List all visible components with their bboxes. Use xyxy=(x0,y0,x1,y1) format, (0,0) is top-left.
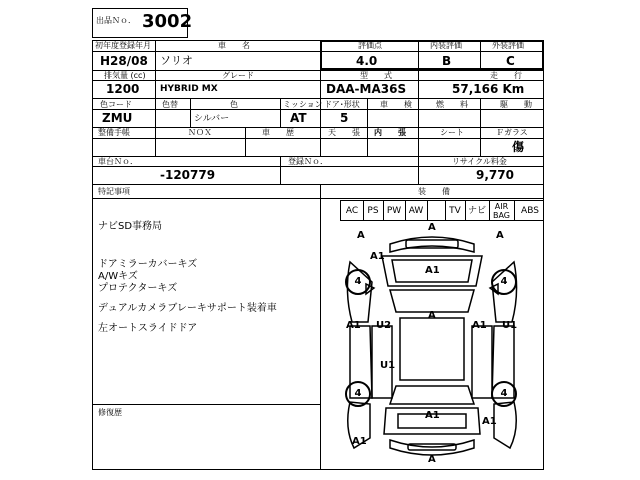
damage-wheel-rear-right: 4 xyxy=(491,381,517,407)
color-code-value: ZMU xyxy=(102,111,133,125)
damage-front-left: A xyxy=(357,230,365,241)
mileage-value: 57,166 Km xyxy=(452,82,525,96)
front-glass-label: Ｆガラス xyxy=(496,128,528,137)
chassis-number-value: -120779 xyxy=(160,168,216,182)
score-label: 評価点 xyxy=(358,41,382,50)
model-label: 型 式 xyxy=(360,71,392,80)
damage-wheel-front-left: 4 xyxy=(345,269,371,295)
chassis-number-label: 車台Ｎｏ． xyxy=(98,157,138,166)
first-registration-label: 初年度登録年月 xyxy=(95,41,151,50)
color-label: 色 xyxy=(230,100,238,109)
doors-label: ドア･形状 xyxy=(324,100,360,109)
fuel-label: 燃 料 xyxy=(436,100,468,109)
car-name-label: 車 名 xyxy=(218,41,250,50)
front-glass-value: 傷 xyxy=(512,140,525,154)
seat-label: シート xyxy=(440,128,464,137)
repair-history-label: 修復歴 xyxy=(98,408,122,417)
damage-bumper-left: A1 xyxy=(352,436,367,447)
maintenance-book-label: 整備手帳 xyxy=(98,128,130,137)
listing-number-label: 出品Ｎｏ． xyxy=(96,16,136,25)
inspection-label: 車 検 xyxy=(380,100,412,109)
displacement-value: 1200 xyxy=(106,82,140,96)
nox-label: ＮＯＸ xyxy=(188,128,212,137)
mileage-label: 走 行 xyxy=(490,71,522,80)
exterior-rating-label: 外装評価 xyxy=(492,41,524,50)
note-line: ドアミラーカバーキズ xyxy=(98,259,198,270)
color-change-label: 色替 xyxy=(162,100,178,109)
recycle-fee-value: 9,770 xyxy=(476,168,514,182)
equipment-row xyxy=(340,200,544,221)
score-value: 4.0 xyxy=(356,54,378,68)
exterior-rating-value: C xyxy=(506,54,515,68)
damage-front-top: A xyxy=(428,222,436,233)
recycle-fee-label: リサイクル料金 xyxy=(452,157,507,166)
damage-rear-right: A1 xyxy=(482,416,497,427)
damage-right-slide-door: U1 xyxy=(502,320,518,331)
note-line: プロテクターキズ xyxy=(98,283,178,294)
grade-value: HYBRID MX xyxy=(160,84,218,94)
note-line: 左オートスライドドア xyxy=(98,323,198,334)
note-line: A/Wキズ xyxy=(98,271,138,282)
color-code-label: 色コード xyxy=(100,100,132,109)
damage-left-rear: U1 xyxy=(380,360,396,371)
damage-hood-left: A1 xyxy=(370,251,385,262)
car-body-diagram xyxy=(320,222,544,470)
damage-left-front-door: A1 xyxy=(346,320,361,331)
damage-tailgate: A1 xyxy=(425,410,440,421)
doors-value: 5 xyxy=(340,111,349,125)
displacement-label: 排気量 (cc) xyxy=(104,71,146,80)
drive-label: 駆 動 xyxy=(500,100,532,109)
headliner-label: 天 張 xyxy=(328,128,360,137)
equipment-ps: PS xyxy=(363,201,384,221)
interior-rating-label: 内装評価 xyxy=(430,41,462,50)
car-name-value: ソリオ xyxy=(160,54,193,67)
damage-front-right: A xyxy=(496,230,504,241)
equipment-label: 装 備 xyxy=(418,187,450,196)
interior-trim-label: 内 張 xyxy=(374,128,406,137)
interior-rating-value: B xyxy=(442,54,452,68)
equipment-navi: ナビ xyxy=(465,201,490,221)
listing-number: 3002 xyxy=(142,11,193,32)
equipment-tv: TV xyxy=(445,201,466,221)
vehicle-history-label: 車 歴 xyxy=(262,128,294,137)
equipment-blank xyxy=(427,201,446,221)
equipment-aw: AW xyxy=(405,201,428,221)
damage-hood: A1 xyxy=(425,265,440,276)
damage-wheel-front-right: 4 xyxy=(491,269,517,295)
grade-label: グレード xyxy=(222,71,254,80)
color-value: シルバー xyxy=(194,114,230,124)
model-value: DAA-MA36S xyxy=(326,82,407,96)
note-line: ナビSD事務局 xyxy=(98,221,163,232)
first-registration-value: H28/08 xyxy=(100,54,148,68)
equipment-ac: AC xyxy=(341,201,364,221)
equipment-abs: ABS xyxy=(521,206,539,216)
damage-center: A xyxy=(428,310,436,321)
mission-value: AT xyxy=(290,111,307,125)
damage-left-slide-door: U2 xyxy=(376,320,392,331)
notes-label: 特記事項 xyxy=(98,187,130,196)
damage-rear-bottom: A xyxy=(428,454,436,465)
equipment-airbag: AIR BAG xyxy=(489,201,515,221)
mission-label: ミッション xyxy=(283,100,323,109)
damage-right-front-door: A1 xyxy=(472,320,487,331)
note-line: デュアルカメラブレーキサポート装着車 xyxy=(98,303,277,314)
damage-wheel-rear-left: 4 xyxy=(345,381,371,407)
equipment-pw: PW xyxy=(383,201,406,221)
registration-number-label: 登録Ｎｏ． xyxy=(288,157,328,166)
